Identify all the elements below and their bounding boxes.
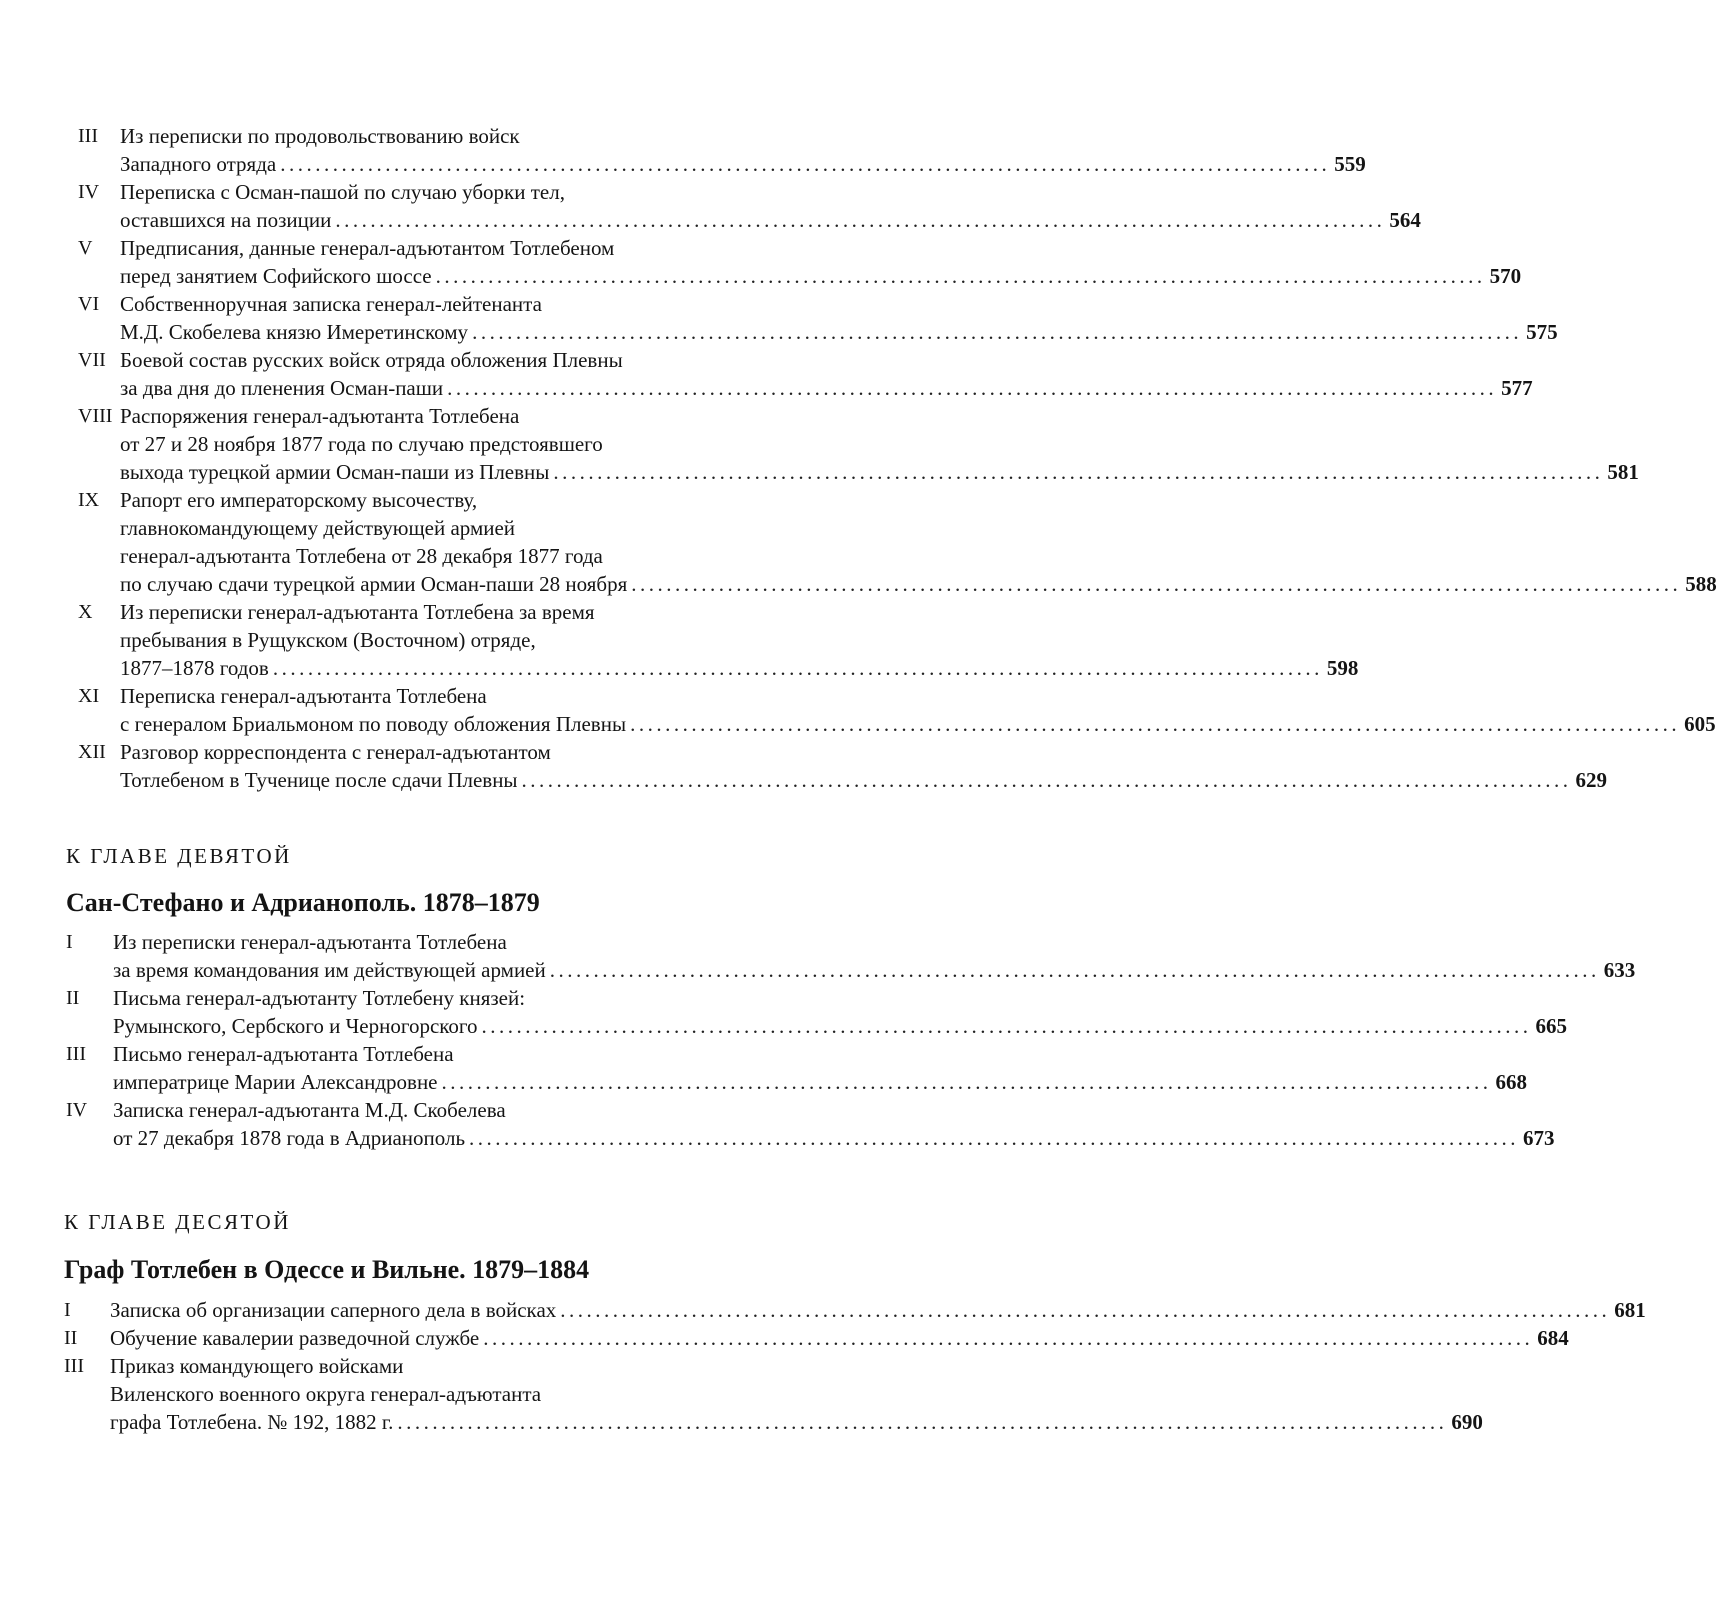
toc-entry-number: III [78,125,98,147]
toc-entry-text: Записка генерал-адъютанта М.Д. Скобелева [113,1098,506,1122]
toc-entry-text: Переписка генерал-адъютанта Тотлебена [120,684,487,708]
toc-entry-line [0,542,1000,570]
toc-entry[interactable] [0,1296,1646,1324]
toc-entry-page-number[interactable]: 575 [1526,320,1558,344]
toc-entry-number: XI [78,685,100,707]
toc-entry[interactable] [0,682,1716,738]
toc-entry[interactable] [0,1324,1569,1352]
toc-entry[interactable] [0,1040,1528,1096]
toc-entry-number: IV [78,181,100,203]
leader-dots: ........................................................................................................................ [272,656,1323,680]
toc-entry-text-part: 1877–1878 годов [120,656,269,680]
toc-entry-text [110,1408,1483,1436]
toc-entry-number: I [64,1299,71,1321]
toc-entry-line [0,598,1000,626]
toc-entry-text: Из переписки генерал-адъютанта Тотлебена [113,930,507,954]
toc-entry-line [0,402,1000,430]
toc-entry-line [0,1096,1000,1124]
toc-section-appendices [0,122,1717,794]
toc-entry-line [0,956,1636,984]
toc-entry-line [0,122,1000,150]
toc-entry[interactable] [0,122,1366,178]
leader-dots: ........................................................................................................................ [630,712,1681,736]
toc-entry-page-number[interactable]: 598 [1326,656,1359,680]
toc-entry-text: Распоряжения генерал-адъютанта Тотлебена [120,404,520,428]
toc-entry-text [120,710,1716,738]
leader-dots: ........................................................................................................................ [472,320,1523,344]
toc-entry-text [120,654,1359,682]
chapter-10-heading: К ГЛАВЕ ДЕСЯТОЙ [64,1210,291,1234]
toc-entry-line [0,150,1366,178]
toc-entry-text-part: оставшихся на позиции [120,208,332,232]
toc-entry-text-part: графа Тотлебена. № 192, 1882 г. [110,1410,394,1434]
toc-entry-text [113,956,1636,984]
toc-entry[interactable] [0,1352,1483,1436]
toc-entry[interactable] [0,234,1522,290]
toc-entry-line [0,514,1000,542]
toc-entry-text: главнокомандующему действующей армией [120,516,516,540]
toc-entry-number: XII [78,741,106,763]
toc-entry-page-number[interactable]: 581 [1607,460,1639,484]
toc-entry-text-part: Румынского, Сербского и Черногорского [113,1014,478,1038]
toc-entry-line [0,710,1716,738]
toc-entry-text-part: за два дня до пленения Осман-паши [120,376,444,400]
toc-entry-text-part: императрице Марии Александровне [113,1070,438,1094]
toc-entry-line [0,262,1522,290]
chapter-9-title: Сан-Стефано и Адрианополь. 1878–1879 [66,888,540,917]
toc-entry-page-number[interactable]: 684 [1537,1326,1569,1350]
toc-entry-page-number[interactable]: 570 [1489,264,1522,288]
toc-entry-text-part: с генералом Бриальмоном по поводу обложения Плевны [120,712,627,736]
toc-entry-line [0,626,1000,654]
toc-entry-text [110,1296,1646,1324]
leader-dots: ........................................................................................................................ [481,1014,1532,1038]
toc-entry-line [0,928,1000,956]
toc-entry[interactable] [0,290,1558,346]
toc-entry-line [0,570,1717,598]
toc-entry-text [120,150,1366,178]
leader-dots: ........................................................................................................................ [553,460,1604,484]
leader-dots: ........................................................................................................................ [469,1126,1520,1150]
toc-entry-page-number[interactable]: 559 [1334,152,1366,176]
toc-entry[interactable] [0,1096,1555,1152]
toc-entry-number: III [64,1355,84,1377]
chapter-10-title: Граф Тотлебен в Одессе и Вильне. 1879–1884 [64,1255,590,1284]
toc-entry-text [113,1012,1567,1040]
toc-entry-number: IX [78,489,100,511]
toc-entry-line [0,1352,1000,1380]
toc-section-chapter-9 [0,928,1636,1152]
toc-entry-text [120,318,1558,346]
toc-entry-text: Из переписки по продовольствованию войск [120,124,520,148]
toc-entry-text [120,570,1717,598]
toc-entry-line [0,458,1639,486]
leader-dots: ........................................................................................................................ [441,1070,1492,1094]
toc-entry-line [0,654,1359,682]
toc-entry[interactable] [0,402,1639,486]
toc-entry-text-part: от 27 декабря 1878 года в Адрианополь [113,1126,466,1150]
toc-entry-line [0,1068,1528,1096]
toc-entry-line [0,430,1000,458]
toc-entry-number: II [66,987,80,1009]
toc-entry-line [0,1012,1567,1040]
toc-entry-number: IV [66,1099,88,1121]
toc-entry-page-number[interactable]: 564 [1389,208,1421,232]
toc-entry-page-number[interactable]: 665 [1535,1014,1567,1038]
toc-entry-number: VI [78,293,100,315]
toc-entry-text [120,262,1522,290]
toc-entry-line [0,984,1000,1012]
toc-entry-text-part: М.Д. Скобелева князю Имеретинскому [120,320,469,344]
toc-entry-line [0,682,1000,710]
leader-dots: ........................................................................................................................ [397,1410,1448,1434]
leader-dots: ........................................................................................................................ [631,572,1682,596]
toc-entry-number: V [78,237,93,259]
toc-entry-number: II [64,1327,78,1349]
toc-entry-number: VIII [78,405,113,427]
toc-entry-page-number[interactable]: 577 [1501,376,1533,400]
toc-entry-line [0,1124,1555,1152]
toc-entry-number: III [66,1043,86,1065]
toc-entry-line [0,234,1000,262]
toc-entry-text: Предписания, данные генерал-адъютантом Тотлебеном [120,236,615,260]
leader-dots: ........................................................................................................................ [521,768,1572,792]
toc-entry-text-part: за время командования им действующей армией [113,958,546,982]
toc-entry-line [0,1296,1646,1324]
toc-entry-text: Письмо генерал-адъютанта Тотлебена [113,1042,454,1066]
toc-entry-text-part: по случаю сдачи турецкой армии Осман-паши 28 ноября [120,572,628,596]
toc-entry-page-number[interactable]: 668 [1495,1070,1528,1094]
toc-entry-text: Виленского военного округа генерал-адъютанта [110,1382,542,1406]
toc-entry[interactable] [0,738,1608,794]
toc-entry-page-number[interactable]: 673 [1523,1126,1555,1150]
toc-entry-line [0,766,1608,794]
toc-entry-text: Переписка с Осман-пашой по случаю уборки тел, [120,180,565,204]
toc-entry[interactable] [0,346,1533,402]
toc-entry-text [120,766,1608,794]
leader-dots: ........................................................................................................................ [447,376,1498,400]
toc-entry-page-number[interactable]: 605 [1684,712,1716,736]
toc-entry-line [0,486,1000,514]
toc-entry-text: от 27 и 28 ноября 1877 года по случаю предстоявшего [120,432,603,456]
toc-entry-number: X [78,601,93,623]
leader-dots: ........................................................................................................................ [280,152,1331,176]
toc-section-chapter-10 [0,1296,1646,1436]
toc-entry-text: Боевой состав русских войск отряда обложения Плевны [120,348,623,372]
toc-entry-text: Письма генерал-адъютанту Тотлебену князей: [113,986,526,1010]
toc-entry-page-number[interactable]: 588 [1685,572,1717,596]
toc-entry-line [0,1040,1000,1068]
toc-entry-number: VII [78,349,106,371]
toc-entry-text-part: Обучение кавалерии разведочной службе [110,1326,480,1350]
leader-dots: ........................................................................................................................ [560,1298,1611,1322]
toc-entry-line [0,738,1000,766]
toc-entry-text: Рапорт его императорскому высочеству, [120,488,478,512]
toc-entry-text: генерал-адъютанта Тотлебена от 28 декабря 1877 года [120,544,603,568]
toc-entry-text [120,374,1533,402]
toc-entry-line [0,318,1558,346]
toc-entry-line [0,178,1000,206]
toc-entry-text-part: Западного отряда [120,152,277,176]
toc-entry[interactable] [0,598,1359,682]
chapter-9-heading: К ГЛАВЕ ДЕВЯТОЙ [66,844,292,868]
toc-entry-line [0,1324,1569,1352]
toc-entry[interactable] [0,984,1567,1040]
toc-entry-page-number[interactable]: 633 [1603,958,1636,982]
toc-entry-text [113,1124,1555,1152]
toc-entry-text-part: перед занятием Софийского шоссе [120,264,432,288]
leader-dots: ........................................................................................................................ [549,958,1600,982]
toc-entry[interactable] [0,178,1421,234]
toc-entry-text [113,1068,1528,1096]
toc-entry[interactable] [0,928,1636,984]
toc-entry-page-number[interactable]: 681 [1614,1298,1646,1322]
toc-entry-line [0,290,1000,318]
toc-entry-text: Собственноручная записка генерал-лейтенанта [120,292,542,316]
toc-entry-line [0,1380,1000,1408]
toc-entry[interactable] [0,486,1717,598]
toc-entry-page-number[interactable]: 690 [1451,1410,1483,1434]
leader-dots: ........................................................................................................................ [483,1326,1534,1350]
toc-entry-text [120,206,1421,234]
toc-entry-text: Приказ командующего войсками [110,1354,404,1378]
toc-entry-text-part: выхода турецкой армии Осман-паши из Плевны [120,460,550,484]
toc-entry-text [110,1324,1569,1352]
toc-entry-line [0,346,1000,374]
toc-entry-line [0,374,1533,402]
toc-entry-line [0,1408,1483,1436]
toc-entry-number: I [66,931,73,953]
toc-entry-text-part: Записка об организации саперного дела в войсках [110,1298,557,1322]
toc-entry-text [120,458,1639,486]
toc-entry-line [0,206,1421,234]
toc-entry-page-number[interactable]: 629 [1575,768,1608,792]
toc-entry-text: пребывания в Рущукском (Восточном) отряде, [120,628,536,652]
leader-dots: ........................................................................................................................ [335,208,1386,232]
leader-dots: ........................................................................................................................ [435,264,1486,288]
toc-entry-text: Из переписки генерал-адъютанта Тотлебена за время [120,600,595,624]
toc-entry-text-part: Тотлебеном в Тученице после сдачи Плевны [120,768,518,792]
toc-entry-text: Разговор корреспондента с генерал-адъютантом [120,740,551,764]
